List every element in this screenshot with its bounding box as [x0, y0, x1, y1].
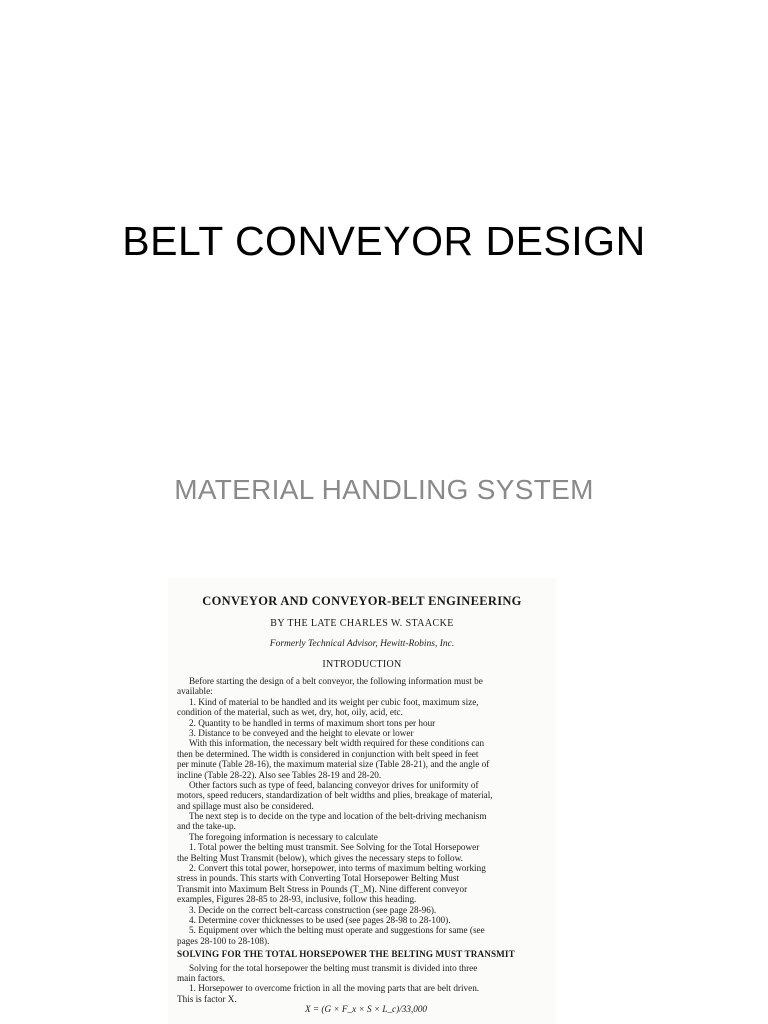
scanned-document-image — [168, 578, 556, 1024]
document-byline: BY THE LATE CHARLES W. STAACKE — [270, 618, 454, 629]
document-text-line: 2. Convert this total power, horsepower, into terms of maximum belting working — [189, 863, 486, 874]
formula: X = (G × F_x × S × L_c)/33,000 — [305, 1004, 428, 1015]
document-text-line: The next step is to decide on the type and location of the belt-driving mechanism — [189, 811, 487, 822]
document-text-line: 2. Quantity to be handled in terms of maximum short tons per hour — [189, 717, 436, 728]
document-text-line: condition of the material, such as wet, dry, hot, oily, acid, etc. — [177, 707, 403, 718]
document-body — [177, 676, 549, 1015]
document-text-line: 1. Kind of material to be handled and its weight per cubic foot, maximum size, — [189, 696, 479, 707]
document-text-line: 1. Horsepower to overcome friction in all the moving parts that are belt driven. — [189, 983, 480, 994]
document-text-line: Transmit into Maximum Belt Stress in Pounds (T_M). Nine different conveyor — [177, 883, 468, 894]
document-text-line: 3. Distance to be conveyed and the height to elevate or lower — [189, 727, 414, 738]
document-text-line: With this information, the necessary belt width required for these conditions can — [189, 738, 485, 749]
document-text-line: 3. Decide on the correct belt-carcass construction (see page 28-96). — [189, 904, 437, 915]
document-text-line: incline (Table 28-22). Also see Tables 28-19 and 28-20. — [177, 769, 382, 780]
document-affiliation: Formerly Technical Advisor, Hewitt-Robins, Inc. — [269, 639, 455, 649]
slide-title: BELT CONVEYOR DESIGN — [122, 218, 646, 264]
document-text-line: This is factor X. — [177, 993, 237, 1004]
document-text-line: 1. Total power the belting must transmit. See Solving for the Total Horsepower — [189, 842, 480, 853]
document-text-line: examples, Figures 28-85 to 28-93, inclusive, follow this heading. — [177, 894, 417, 905]
document-text-line: 4. Determine cover thicknesses to be used (see pages 28-98 to 28-100). — [189, 914, 451, 925]
slide-subtitle: MATERIAL HANDLING SYSTEM — [174, 474, 594, 505]
document-text-line: the Belting Must Transmit (below), which gives the necessary steps to follow. — [177, 852, 463, 863]
document-text-line: 5. Equipment over which the belting must operate and suggestions for same (see — [189, 925, 485, 936]
document-text-line: available: — [177, 686, 213, 697]
document-title: CONVEYOR AND CONVEYOR-BELT ENGINEERING — [202, 594, 522, 608]
document-text-line: per minute (Table 28-16), the maximum material size (Table 28-21), and the angle of — [177, 759, 490, 770]
document-text-line: stress in pounds. This starts with Converting Total Horsepower Belting Must — [177, 873, 460, 884]
document-text-line: The foregoing information is necessary to calculate — [189, 831, 378, 842]
document-text-line: main factors. — [177, 972, 225, 983]
document-text-line: Other factors such as type of feed, balancing conveyor drives for uniformity of — [189, 779, 479, 790]
document-text-line: pages 28-100 to 28-108). — [177, 935, 270, 946]
document-text-line: Before starting the design of a belt conveyor, the following information must be — [189, 676, 483, 686]
document-text-line: then be determined. The width is considered in conjunction with belt speed in feet — [177, 748, 479, 759]
section-heading: SOLVING FOR THE TOTAL HORSEPOWER THE BELTING MUST TRANSMIT — [177, 949, 515, 960]
introduction-heading: INTRODUCTION — [322, 659, 402, 670]
document-text-line: and spillage must also be considered. — [177, 800, 314, 811]
document-text-line: Solving for the total horsepower the belting must transmit is divided into three — [189, 962, 478, 973]
document-text-line: and the take-up. — [177, 821, 236, 832]
document-text-line: motors, speed reducers, standardization of belt widths and plies, breakage of material, — [177, 790, 493, 801]
